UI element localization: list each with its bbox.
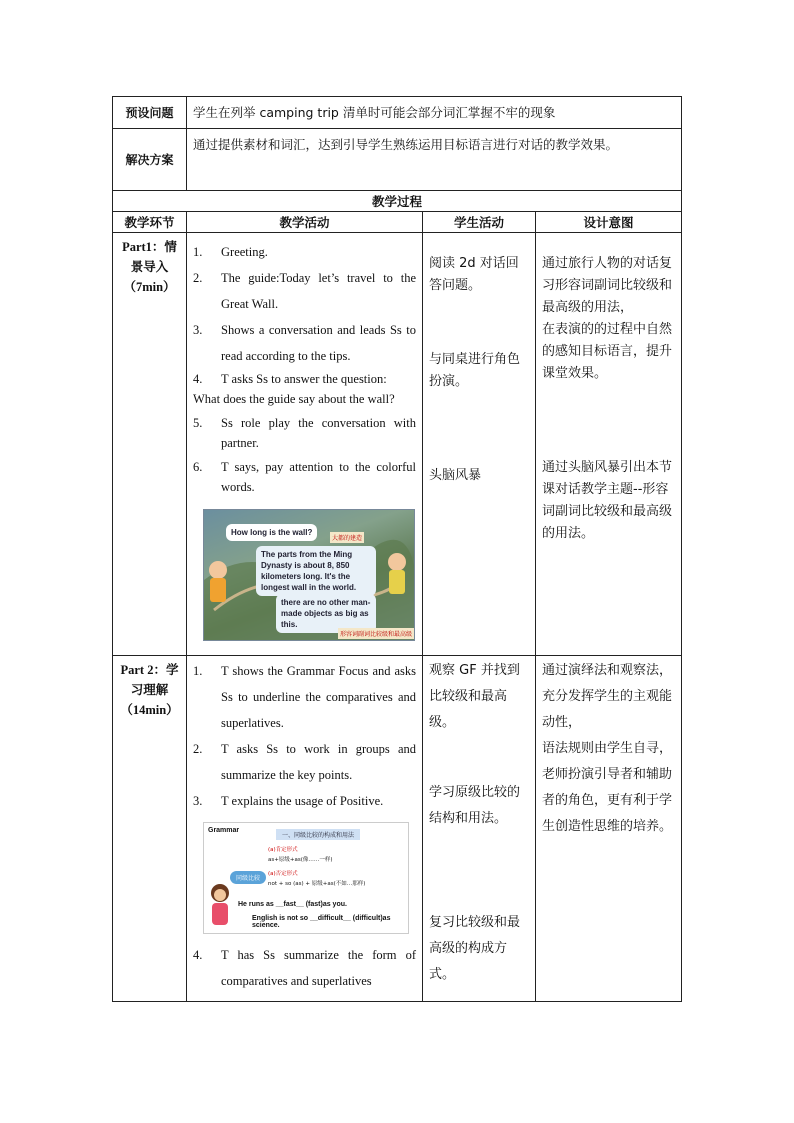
grammar-example-2: English is not so __difficult__ (difficult)as science. bbox=[252, 915, 391, 929]
grammar-form-1: (a)肯定形式 bbox=[268, 847, 298, 853]
objects-bubble: there are no other man-made objects as big as this. bbox=[276, 594, 376, 633]
part2-row bbox=[113, 656, 682, 1002]
part2-design bbox=[536, 656, 682, 1002]
activity-item bbox=[193, 369, 416, 389]
student-activity-2: 学习原级比较的结构和用法。 bbox=[429, 785, 521, 826]
grammar-form-2: (a)否定形式 bbox=[268, 871, 298, 877]
design-intent-2: 语法规则由学生自寻，老师扮演引导者和辅助者的角色，更有利于学生创造性思维的培养。 bbox=[542, 741, 673, 834]
activity-item bbox=[193, 413, 416, 453]
part2-label bbox=[113, 656, 187, 1002]
part2-label-text: Part 2：学习理解（14min） bbox=[120, 663, 179, 717]
solution-label: 解决方案 bbox=[113, 129, 187, 191]
preset-problem-text: 学生在列举 camping trip 清单时可能会部分词汇掌握不牢的现象 bbox=[187, 97, 682, 129]
preset-problem-row bbox=[113, 97, 682, 129]
grammar-form-1b: as+原级+as(像……一样) bbox=[268, 857, 333, 863]
item-number: 2. bbox=[193, 271, 203, 285]
design-intent-1: 通过演绎法和观察法，充分发挥学生的主观能动性， bbox=[542, 663, 673, 730]
item-text: The guide:Today let’s travel to the Great Wall. bbox=[221, 271, 416, 311]
col-header-stage: 教学环节 bbox=[113, 212, 187, 233]
item-number: 4. bbox=[193, 372, 203, 386]
solution-text: 通过提供素材和词汇，达到引导学生熟练运用目标语言进行对话的教学效果。 bbox=[187, 129, 682, 191]
col-header-design: 设计意图 bbox=[536, 212, 682, 233]
part2-activities bbox=[187, 656, 423, 1002]
part1-activities bbox=[187, 233, 423, 656]
grammar-cloud: 同级比较 bbox=[230, 871, 266, 884]
item-text: T shows the Grammar Focus and asks Ss to underline the comparatives and superlatives. bbox=[221, 664, 416, 730]
question-bubble: How long is the wall? bbox=[226, 524, 317, 541]
student-activity-2: 与同桌进行角色扮演。 bbox=[429, 352, 521, 389]
girl-icon bbox=[206, 881, 236, 931]
great-wall-dialogue-image bbox=[203, 509, 415, 641]
part1-row bbox=[113, 233, 682, 656]
item-number: 6. bbox=[193, 460, 203, 474]
activity-item bbox=[193, 788, 416, 814]
item-text: T explains the usage of Positive. bbox=[221, 794, 384, 808]
answer-line-1: The parts from the Ming Dynasty is about 8, 850 kilometers long. bbox=[261, 550, 353, 581]
answer-bubble bbox=[256, 546, 376, 596]
activity-item bbox=[193, 317, 416, 369]
item-number: 1. bbox=[193, 245, 203, 259]
item-number: 1. bbox=[193, 664, 203, 678]
student-activity-3: 头脑风暴 bbox=[429, 468, 482, 483]
lesson-plan-page bbox=[112, 96, 681, 1002]
grammar-slide-image bbox=[203, 822, 409, 934]
student-activity-1: 观察 GF 并找到比较级和最高级。 bbox=[429, 663, 520, 730]
item-text: Ss role play the conversation with partner. bbox=[221, 416, 416, 450]
part1-label-text: Part1：情景导入（7min） bbox=[122, 240, 177, 294]
item-number: 4. bbox=[193, 948, 203, 962]
item-number: 2. bbox=[193, 742, 203, 756]
answer-line-2: It's the longest wall in the world. bbox=[261, 572, 357, 592]
item-text: Shows a conversation and leads Ss to read according to the tips. bbox=[221, 323, 416, 363]
activity-item bbox=[193, 658, 416, 736]
activity-item bbox=[193, 239, 416, 265]
column-header-row bbox=[113, 212, 682, 233]
activity-item bbox=[193, 942, 416, 994]
preset-problem-label: 预设问题 bbox=[113, 97, 187, 129]
solution-row bbox=[113, 129, 682, 191]
item-number: 3. bbox=[193, 323, 203, 337]
design-intent-1: 通过旅行人物的对话复习形容词副词比较级和最高级的用法， bbox=[542, 256, 673, 315]
col-header-activity: 教学活动 bbox=[187, 212, 423, 233]
grammar-example-1: He runs as __fast__ (fast)as you. bbox=[238, 901, 347, 908]
item-text: T asks Ss to answer the question: bbox=[221, 372, 387, 386]
col-header-student: 学生活动 bbox=[423, 212, 536, 233]
item-text: T says, pay attention to the colorful words. bbox=[221, 460, 416, 494]
design-intent-3: 通过头脑风暴引出本节课对话教学主题--形容词副词比较级和最高级的用法。 bbox=[542, 460, 673, 541]
activity-item bbox=[193, 736, 416, 788]
student-activity-3: 复习比较级和最高级的构成方式。 bbox=[429, 915, 521, 982]
activity-item bbox=[193, 265, 416, 317]
section-title: 教学过程 bbox=[113, 191, 682, 212]
grammar-banner: 一、同级比较的构成和用法 bbox=[276, 829, 360, 840]
student-activity-1: 阅读 2d 对话回答问题。 bbox=[429, 256, 519, 293]
activity-item bbox=[193, 457, 416, 497]
image-tag-bottom: 形容词副词比较级和最高级 bbox=[338, 628, 414, 639]
design-intent-2: 在表演的的过程中自然的感知目标语言，提升课堂效果。 bbox=[542, 322, 673, 381]
lesson-table bbox=[112, 96, 682, 1002]
part1-label bbox=[113, 233, 187, 656]
item-text: T has Ss summarize the form of comparatives and superlatives bbox=[221, 948, 416, 988]
item-number: 5. bbox=[193, 416, 203, 430]
section-title-row bbox=[113, 191, 682, 212]
activity-question: What does the guide say about the wall? bbox=[193, 392, 395, 406]
part1-design bbox=[536, 233, 682, 656]
item-text: T asks Ss to work in groups and summarize the key points. bbox=[221, 742, 416, 782]
grammar-slide-title: Grammar bbox=[208, 827, 240, 834]
grammar-form-2b: not + so (as) + 原级+as(不如…那样) bbox=[268, 881, 366, 887]
image-tag-top: 大都的建造 bbox=[330, 532, 364, 543]
item-number: 3. bbox=[193, 794, 203, 808]
part1-student bbox=[423, 233, 536, 656]
item-text: Greeting. bbox=[221, 245, 268, 259]
part2-student bbox=[423, 656, 536, 1002]
